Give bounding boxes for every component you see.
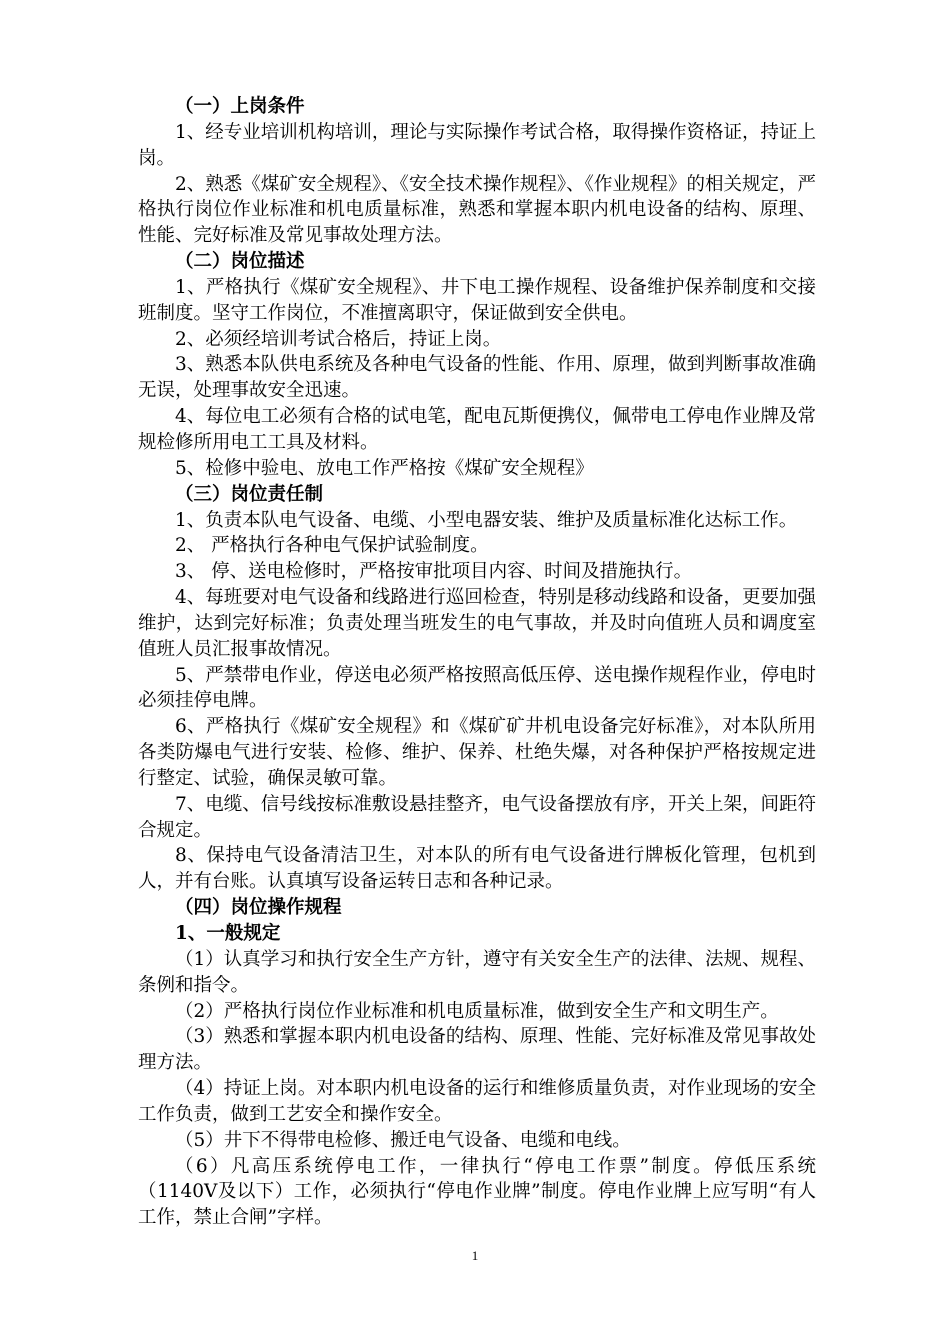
paragraph: 2、 严格执行各种电气保护试验制度。 <box>175 535 489 557</box>
section-heading: （一）上岗条件 <box>175 96 305 117</box>
paragraph: （4）持证上岗。对本职内机电设备的运行和维修质量负责，对作业现场的安全工作负责，做到工艺安全和操作安全。 <box>138 1078 816 1125</box>
paragraph: 1、经专业培训机构培训，理论与实际操作考试合格，取得操作资格证，持证上岗。 <box>138 121 816 169</box>
paragraph: 4、每位电工必须有合格的试电笔，配电瓦斯便携仪，佩带电工停电作业牌及常规检修所用电工工具及材料。 <box>138 406 816 453</box>
paragraph: 4、每班要对电气设备和线路进行巡回检查，特别是移动线路和设备，更要加强维护，达到完好标准；负责处理当班发生的电气事故，并及时向值班人员和调度室值班人员汇报事故情况。 <box>138 587 816 660</box>
paragraph: （5）井下不得带电检修、搬迁电气设备、电缆和电线。 <box>175 1129 631 1151</box>
paragraph: 3、熟悉本队供电系统及各种电气设备的性能、作用、原理，做到判断事故准确无误，处理事故安全迅速。 <box>138 354 816 402</box>
paragraph: 5、检修中验电、放电工作严格按《煤矿安全规程》 <box>175 457 594 479</box>
document-body <box>138 94 816 1231</box>
section-heading: （二）岗位描述 <box>175 251 305 273</box>
paragraph: （6）凡高压系统停电工作，一律执行“停电工作票”制度。停低压系统（1140V及以下）工作，必须执行“停电作业牌”制度。停电作业牌上应写明“有人工作，禁止合闸”字样。 <box>138 1155 816 1229</box>
page-number: 1 <box>471 1248 479 1263</box>
paragraph: （1）认真学习和执行安全生产方针，遵守有关安全生产的法律、法规、规程、条例和指令。 <box>138 948 816 996</box>
paragraph: 6、严格执行《煤矿安全规程》和《煤矿矿井机电设备完好标准》，对本队所用各类防爆电气进行安装、检修、维护、保养、杜绝失爆，对各种保护严格按规定进行整定、试验，确保灵敏可靠。 <box>138 716 816 789</box>
section-heading: （四）岗位操作规程 <box>175 897 342 919</box>
paragraph: 2、必须经培训考试合格后，持证上岗。 <box>175 328 502 350</box>
paragraph: （2）严格执行岗位作业标准和机电质量标准，做到安全生产和文明生产。 <box>175 1000 779 1022</box>
paragraph: （3）熟悉和掌握本职内机电设备的结构、原理、性能、完好标准及常见事故处理方法。 <box>138 1026 816 1074</box>
paragraph: 7、电缆、信号线按标准敷设悬挂整齐，电气设备摆放有序，开关上架，间距符合规定。 <box>138 793 816 841</box>
section-heading: 1、一般规定 <box>175 923 281 944</box>
paragraph: 3、 停、送电检修时，严格按审批项目内容、时间及措施执行。 <box>175 561 693 583</box>
section-heading: （三）岗位责任制 <box>175 483 324 505</box>
paragraph: 2、熟悉《煤矿安全规程》、《安全技术操作规程》、《作业规程》的相关规定，严格执行岗位作业标准和机电质量标准，熟悉和掌握本职内机电设备的结构、原理、性能、完好标准及常见事故处理方法。 <box>138 173 816 247</box>
paragraph: 1、负责本队电气设备、电缆、小型电器安装、维护及质量标准化达标工作。 <box>175 509 798 531</box>
paragraph: 8、保持电气设备清洁卫生，对本队的所有电气设备进行牌板化管理，包机到人，并有台账。认真填写设备运转日志和各种记录。 <box>138 845 816 893</box>
paragraph: 5、严禁带电作业，停送电必须严格按照高低压停、送电操作规程作业，停电时必须挂停电牌。 <box>138 664 816 712</box>
paragraph: 1、严格执行《煤矿安全规程》、井下电工操作规程、设备维护保养制度和交接班制度。坚守工作岗位，不准擅离职守，保证做到安全供电。 <box>138 276 816 324</box>
